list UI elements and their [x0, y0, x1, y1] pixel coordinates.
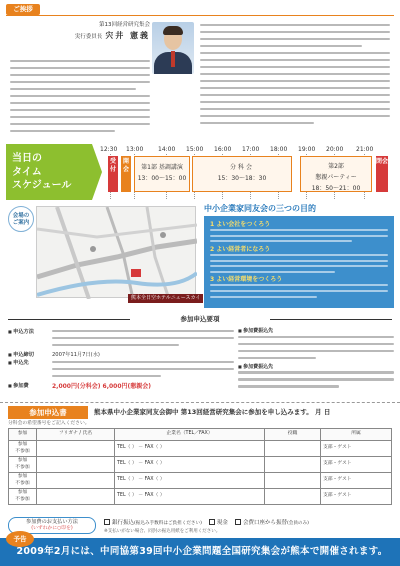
name-field[interactable] [37, 489, 115, 505]
notice-badge: 予告 [6, 531, 34, 547]
closing-block: 閉会 [376, 156, 388, 192]
time-label: 13:00 [126, 146, 144, 153]
attend-choice[interactable]: 参加 不参加 [9, 489, 37, 505]
tel-fax-field[interactable]: TEL（ ） － FAX（ ） [115, 441, 265, 457]
tel-fax-field[interactable]: TEL（ ） － FAX（ ） [115, 489, 265, 505]
header-name-label: 氏名 [82, 431, 93, 437]
role-field[interactable] [265, 489, 321, 505]
payment-label-main: 参加費のお支払い方法 [26, 519, 78, 525]
schedule-label-line1: 当日の [12, 153, 42, 164]
member-type-field[interactable]: 支部・ゲスト [321, 441, 392, 457]
header-attend: 参加 [9, 429, 37, 441]
guide-fee-values: 2,000円(分科会) 6,000円(懇親会) [52, 382, 152, 390]
session3-title: 第2部 [328, 163, 344, 170]
guide-fee-label: ■ 参加費 [8, 382, 52, 391]
greeting-org-line: 第13回経営研究集会 [99, 22, 150, 28]
guide-key: ■ 申込先 [8, 359, 52, 382]
application-table [8, 428, 392, 505]
time-label: 15:00 [186, 146, 204, 153]
header-company: 企業名（TEL／FAX） [115, 429, 265, 441]
guide-row [8, 359, 234, 382]
form-heading: 熊本県中小企業家同友会御中 第13回経営研究集会に参加を申し込みます。 月 日 [94, 408, 331, 416]
guide-rule-left [8, 319, 130, 320]
objectives-box [204, 216, 394, 308]
session2-block [192, 156, 292, 192]
greeting-body-right [200, 24, 390, 129]
greeting-tab: ご挨拶 [6, 4, 40, 15]
tel-fax-field[interactable]: TEL（ ） － FAX（ ） [115, 457, 265, 473]
schedule-label [6, 144, 92, 200]
time-label: 20:00 [326, 146, 344, 153]
payment-option-bank[interactable]: 銀行振込(振込み手数料はご負担ください) [104, 519, 202, 527]
role-field[interactable] [265, 457, 321, 473]
form-tab: 参加申込書 [8, 406, 88, 419]
map-drawing [37, 207, 197, 299]
session1-block [134, 156, 190, 192]
guide-row [8, 328, 234, 351]
greeting-name: 宍井 憲義 [105, 31, 150, 41]
objective-body [210, 229, 388, 242]
payment-note: ※支払いがない場合、同封の振込用紙をご利用ください。 [104, 529, 221, 534]
venue-map [36, 206, 196, 298]
guide-left-column [8, 328, 234, 391]
greeting-body-left [10, 60, 150, 137]
attend-choice[interactable]: 参加 不参加 [9, 441, 37, 457]
opening-block: 開会 [121, 156, 131, 192]
session2-title: 分科会 [229, 164, 254, 171]
role-field[interactable] [265, 441, 321, 457]
chairman-portrait [152, 22, 194, 74]
session1-title: 第1部 基調講演 [141, 164, 183, 171]
table-row [9, 441, 392, 457]
guide-rule-right [270, 319, 392, 320]
objective-heading: 1 よい会社をつくろう [210, 221, 271, 228]
footer-text: 2009年2月には、中同協第39回中小企業問題全国研究集会が熊本で開催されます。 [16, 546, 388, 557]
session3-block [300, 156, 372, 192]
role-field[interactable] [265, 473, 321, 489]
checkbox-icon[interactable] [209, 519, 215, 525]
header-name: フリガナ / 氏名 [37, 429, 115, 441]
guide-right-key: ■ 参加費振込先 [238, 364, 394, 372]
time-label: 19:00 [298, 146, 316, 153]
greeting-role: 実行委員長 [74, 34, 103, 41]
session3-time: 18：50～21：00 [311, 185, 361, 193]
schedule-label-line2: タイム [12, 166, 42, 178]
table-row [9, 473, 392, 489]
guide-row [8, 382, 234, 391]
objective-heading: 2 よい経営者になろう [210, 245, 271, 253]
payment-option-cash[interactable]: 現金 [209, 519, 228, 527]
member-type-field[interactable]: 支部・ゲスト [321, 489, 392, 505]
header-furigana: フリガナ [58, 431, 78, 437]
objective-body [210, 254, 388, 273]
objectives-title: 中小企業家同友会の三つの目的 [204, 204, 316, 213]
checkbox-icon[interactable] [104, 519, 110, 525]
payment-option-transfer[interactable]: 会費口座から振替(会員のみ) [235, 519, 309, 527]
reception-block: 受付 [108, 156, 118, 192]
schedule-label-line3: スケジュール [12, 180, 72, 191]
table-header-row [9, 429, 392, 441]
time-label: 14:00 [158, 146, 176, 153]
attend-choice[interactable]: 参加 不参加 [9, 473, 37, 489]
guide-deadline: 2007年11月7日(水) [52, 351, 100, 358]
venue-badge [8, 206, 34, 232]
guide-row [8, 351, 234, 359]
greeting-header [10, 22, 150, 42]
table-row [9, 489, 392, 505]
time-label: 12:30 [100, 146, 118, 153]
attend-choice[interactable]: 参加 不参加 [9, 457, 37, 473]
name-field[interactable] [37, 441, 115, 457]
session3-subtitle: 懇親パーティー [315, 174, 357, 182]
payment-options [104, 519, 309, 527]
header-role: 役職 [265, 429, 321, 441]
time-label: 21:00 [356, 146, 374, 153]
greeting-signature [10, 31, 150, 42]
name-field[interactable] [37, 457, 115, 473]
name-field[interactable] [37, 473, 115, 489]
guide-key: ■ 申込方法 [8, 328, 52, 351]
venue-badge-line1: 会場の [12, 213, 30, 219]
session1-time: 13：00～15：00 [137, 175, 187, 183]
member-type-field[interactable]: 支部・ゲスト [321, 473, 392, 489]
objective-body [210, 284, 388, 297]
venue-badge-line2: ご案内 [12, 220, 30, 227]
venue-map-label: 熊本全日空ホテルニュースカイ [128, 294, 203, 303]
time-label: 18:00 [270, 146, 288, 153]
header-staff: 所属 [321, 429, 392, 441]
time-label: 17:00 [242, 146, 260, 153]
cut-line [0, 402, 400, 403]
guide-right-key: ■ 参加費振込先 [238, 328, 394, 336]
guide-title: 参加申込要項 [180, 315, 220, 323]
checkbox-icon[interactable] [235, 519, 241, 525]
member-type-field[interactable]: 支部・ゲスト [321, 457, 392, 473]
guide-key: ■ 申込締切 [8, 351, 52, 359]
guide-right-column [238, 328, 394, 392]
session2-time: 15：30～18：30 [217, 175, 267, 183]
table-row [9, 457, 392, 473]
payment-label-sub: (いずれかに○印を) [31, 525, 73, 531]
form-note: 分科会の希望番号をご記入ください。 [8, 421, 90, 426]
objective-heading: 3 よい経営環境をつくろう [210, 276, 283, 284]
time-label: 16:00 [214, 146, 232, 153]
tel-fax-field[interactable]: TEL（ ） － FAX（ ） [115, 473, 265, 489]
